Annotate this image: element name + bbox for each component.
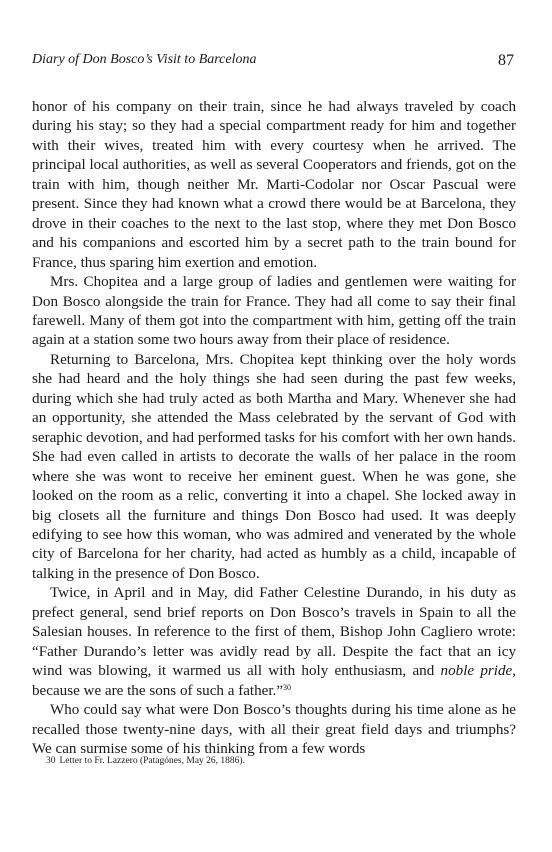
paragraph-4-italic-phrase: noble pride — [440, 663, 513, 680]
footnote-reference: 30 — [283, 682, 292, 692]
footnote-text: Letter to Fr. Lazzero (Patagónes, May 26, 1886). — [59, 756, 245, 766]
paragraph-1: honor of his company on their train, since he had always traveled by coach during his stay; so they had a special compartment ready for him and together with their wives, treated him with every courtesy when he arrived. The principal local authorities, as well as several Cooperators and friends, got on the train with him, though neither Mr. Marti-Codolar nor Oscar Pascual were present. Since they had known what a crowd there would be at Barcelona, they drove in their coaches to the next to the last stop, where they met Don Bosco and his companions and escorted him by a secret path to the train bound for France, thus sparing him exertion and emotion. — [32, 99, 516, 271]
running-title: Diary of Don Bosco’s Visit to Barcelona — [32, 52, 257, 67]
paragraph-5: Who could say what were Don Bosco’s thoughts during his time alone as he recalled those twenty-nine days, with all their great field days and triumphs? We can surmise some of his thinking from a few words — [32, 702, 516, 757]
book-page — [32, 0, 516, 852]
footnote — [46, 755, 516, 767]
paragraph-4-text-after: , because we are the sons of such a father.” — [32, 663, 516, 699]
body-text — [32, 98, 516, 759]
paragraph-4-text-before: Twice, in April and in May, did Father Celestine Durando, in his duty as prefect general, send brief reports on Don Bosco’s travels in Spain to all the Salesian houses. In reference to the first of them, Bishop John Cagliero wrote: “Father Durando’s letter was avidly read by all. Despite the fact that an icy wind was blowing, it warmed us all with holy enthusiasm, and — [32, 585, 516, 680]
footnote-number: 30 — [46, 756, 56, 766]
paragraph-2: Mrs. Chopitea and a large group of ladies and gentlemen were waiting for Don Bosco alongside the train for France. They had all come to say their final farewell. Many of them got into the compartment with him, getting off the train again at a station some two hours away from their place of residence. — [32, 274, 516, 349]
paragraph-3: Returning to Barcelona, Mrs. Chopitea kept thinking over the holy words she had heard and the holy things she had seen during the past few weeks, during which she had truly acted as both Martha and Mary. Whenever she had an opportunity, she attended the Mass celebrated by the servant of God with seraphic devotion, and had performed tasks for his comfort with her own hands. She had even called in artists to decorate the walls of her palace in the room where she was wont to receive her eminent guest. When he was gone, she looked on the room as a relic, converting it into a chapel. She locked away in big closets all the furniture and things Don Bosco had used. It was deeply edifying to see how this woman, who was admired and venerated by the whole city of Barcelona for her charity, had acted as humbly as a child, incapable of talking in the presence of Don Bosco. — [32, 351, 516, 582]
paragraph-4 — [32, 584, 516, 701]
running-head — [32, 52, 516, 72]
page-number: 87 — [498, 52, 514, 69]
